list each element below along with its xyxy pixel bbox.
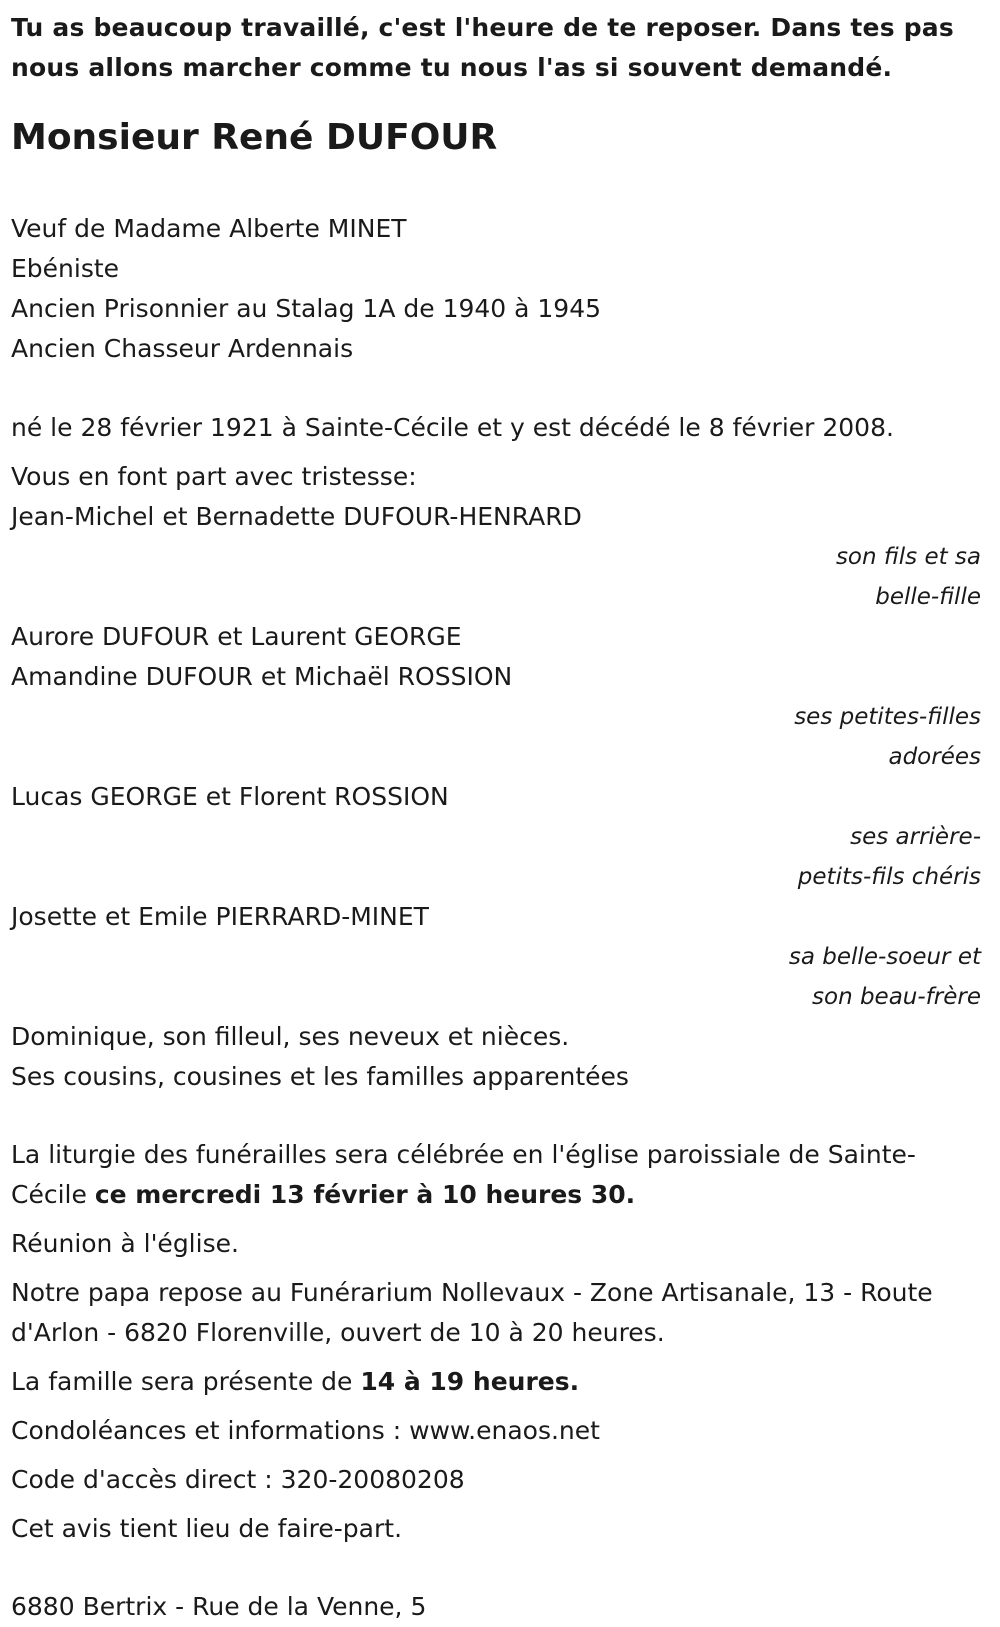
relation-line: belle-fille [875, 584, 981, 610]
family-presence-hours: 14 à 19 heures. [360, 1367, 580, 1396]
family-names: Jean-Michel et Bernadette DUFOUR-HENRARD [11, 502, 582, 531]
funerarium-info [11, 1273, 981, 1353]
family-relation [11, 817, 981, 897]
other-relatives [11, 1017, 981, 1097]
liturgy-line-2 [11, 1175, 981, 1215]
family-names: Lucas GEORGE et Florent ROSSION [11, 782, 449, 811]
obituary-notice [11, 0, 981, 1627]
birth-death-line: né le 28 février 1921 à Sainte-Cécile et y est décédé le 8 février 2008. [11, 413, 894, 442]
relation-line: ses petites-filles [794, 704, 981, 730]
relation-line: son beau-frère [812, 984, 981, 1010]
family-presence [11, 1362, 981, 1402]
epigraph [11, 8, 981, 88]
liturgy-line-1: La liturgie des funérailles sera célébrée en l'église paroissiale de Sainte- [11, 1140, 916, 1169]
title-line: Ancien Prisonnier au Stalag 1A de 1940 à 1945 [11, 294, 602, 323]
family-intro: Vous en font part avec tristesse: [11, 462, 417, 491]
epigraph-line-2: nous allons marcher comme tu nous l'as si souvent demandé. [11, 53, 893, 82]
family-relation [11, 937, 981, 1017]
funerarium-line-1: Notre papa repose au Funérarium Nollevaux - Zone Artisanale, 13 - Route [11, 1278, 933, 1307]
condolences-info: Condoléances et informations : www.enaos.net [11, 1416, 600, 1445]
relation-line: adorées [888, 744, 981, 770]
other-relatives-line: Dominique, son filleul, ses neveux et nièces. [11, 1022, 570, 1051]
relation-line: sa belle-soeur et [788, 944, 981, 970]
family-names: Amandine DUFOUR et Michaël ROSSION [11, 662, 513, 691]
family-address: 6880 Bertrix - Rue de la Venne, 5 [11, 1592, 427, 1621]
deceased-titles [11, 209, 981, 369]
family-relation [11, 697, 981, 777]
relation-line: petits-fils chéris [797, 864, 981, 890]
access-code: Code d'accès direct : 320-20080208 [11, 1465, 465, 1494]
title-line: Ebéniste [11, 254, 120, 283]
family-relation [11, 537, 981, 617]
meeting-info: Réunion à l'église. [11, 1229, 239, 1258]
other-relatives-line: Ses cousins, cousines et les familles apparentées [11, 1062, 629, 1091]
epigraph-line-1: Tu as beaucoup travaillé, c'est l'heure de te reposer. Dans tes pas [11, 13, 954, 42]
relation-line: ses arrière- [850, 824, 981, 850]
family-group [11, 897, 981, 1017]
family-names: Josette et Emile PIERRARD-MINET [11, 902, 429, 931]
title-line: Ancien Chasseur Ardennais [11, 334, 354, 363]
liturgy-place: Cécile [11, 1180, 95, 1209]
liturgy-info [11, 1135, 981, 1215]
title-line: Veuf de Madame Alberte MINET [11, 214, 407, 243]
deceased-name: Monsieur René DUFOUR [11, 117, 498, 158]
liturgy-datetime: ce mercredi 13 février à 10 heures 30. [94, 1180, 636, 1209]
relation-line: son fils et sa [835, 544, 981, 570]
notice-text: Cet avis tient lieu de faire-part. [11, 1514, 403, 1543]
family-group [11, 777, 981, 897]
family-presence-text: La famille sera présente de [11, 1367, 361, 1396]
funerarium-line-2: d'Arlon - 6820 Florenville, ouvert de 10 à 20 heures. [11, 1318, 665, 1347]
family-group [11, 617, 981, 777]
family-names: Aurore DUFOUR et Laurent GEORGE [11, 622, 462, 651]
family-group [11, 497, 981, 617]
